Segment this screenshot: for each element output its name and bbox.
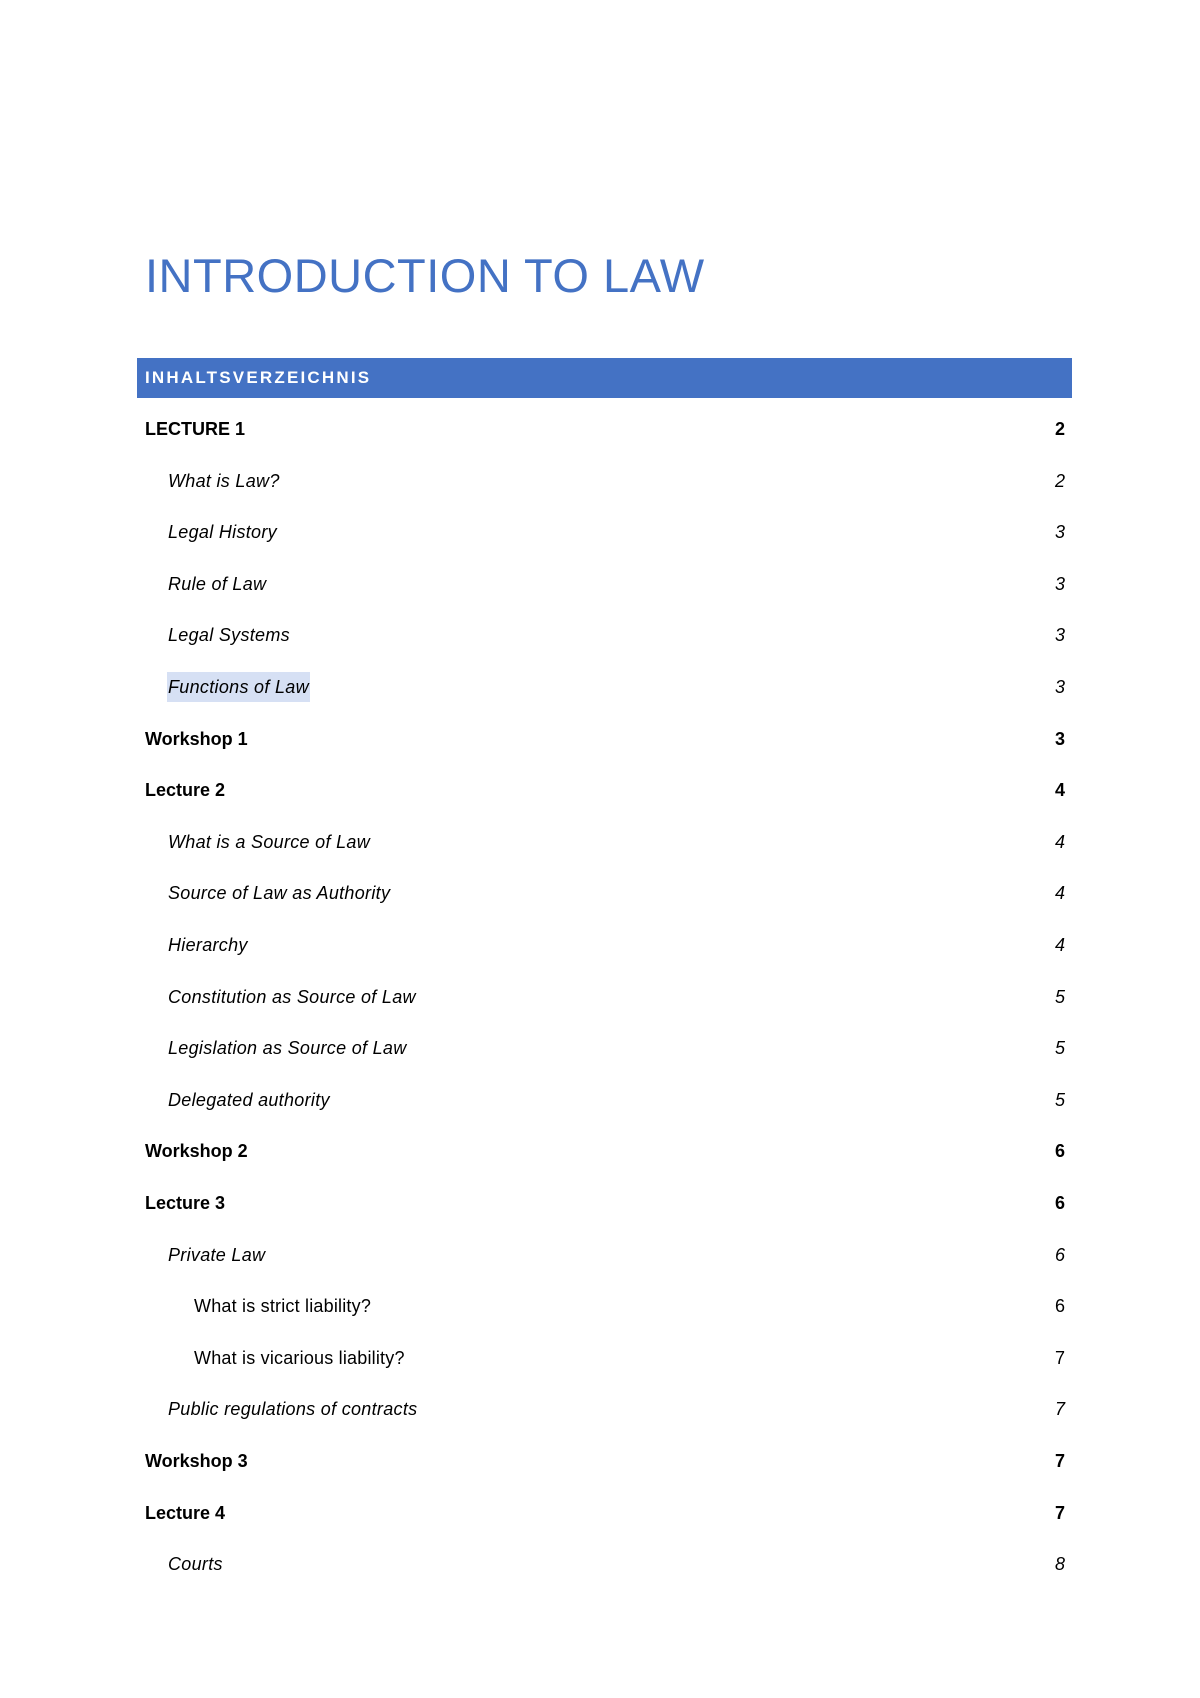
toc-entry[interactable] bbox=[0, 620, 1200, 650]
toc-entry[interactable] bbox=[0, 466, 1200, 496]
toc-entry[interactable] bbox=[0, 1446, 1200, 1476]
toc-entry[interactable] bbox=[0, 1498, 1200, 1528]
toc-entry[interactable] bbox=[0, 775, 1200, 805]
toc-entry-page-number[interactable]: 5 bbox=[1054, 1090, 1065, 1110]
toc-entry-label[interactable]: Legislation as Source of Law bbox=[168, 1038, 407, 1058]
toc-entry-page-number[interactable]: 5 bbox=[1054, 987, 1065, 1007]
toc-entry-label[interactable]: Legal Systems bbox=[168, 625, 290, 645]
toc-entry-page-number[interactable]: 4 bbox=[1054, 832, 1065, 852]
toc-entry-label[interactable]: Lecture 2 bbox=[145, 780, 226, 800]
document-title[interactable]: INTRODUCTION TO LAW bbox=[145, 249, 705, 303]
toc-entry-label[interactable]: What is vicarious liability? bbox=[194, 1348, 405, 1368]
toc-entry-label[interactable]: Courts bbox=[168, 1554, 223, 1574]
toc-entry-label[interactable]: Public regulations of contracts bbox=[168, 1399, 418, 1419]
toc-entry-page-number[interactable]: 8 bbox=[1054, 1554, 1065, 1574]
toc-entry-page-number[interactable]: 4 bbox=[1054, 780, 1065, 800]
toc-entry-label[interactable]: Lecture 3 bbox=[145, 1193, 226, 1213]
toc-entry-page-number[interactable]: 7 bbox=[1054, 1348, 1065, 1368]
toc-entry[interactable] bbox=[0, 414, 1200, 444]
toc-entry[interactable] bbox=[0, 930, 1200, 960]
toc-entry-page-number[interactable]: 4 bbox=[1054, 883, 1065, 903]
toc-entry-page-number[interactable]: 3 bbox=[1054, 574, 1065, 594]
toc-entry-page-number[interactable]: 6 bbox=[1054, 1141, 1065, 1161]
toc-entry-label[interactable]: Workshop 1 bbox=[145, 729, 248, 749]
toc-entry-page-number[interactable]: 7 bbox=[1054, 1503, 1065, 1523]
toc-entry-label[interactable]: What is a Source of Law bbox=[168, 832, 370, 852]
toc-entry[interactable] bbox=[0, 982, 1200, 1012]
toc-entry[interactable] bbox=[0, 1394, 1200, 1424]
toc-entry[interactable] bbox=[0, 517, 1200, 547]
toc-entry-page-number[interactable]: 3 bbox=[1054, 729, 1065, 749]
toc-entry-label[interactable]: What is Law? bbox=[168, 471, 280, 491]
toc-entry-page-number[interactable]: 5 bbox=[1054, 1038, 1065, 1058]
toc-entry-label[interactable]: Delegated authority bbox=[168, 1090, 330, 1110]
toc-entry-page-number[interactable]: 3 bbox=[1054, 677, 1065, 697]
toc-entry-label[interactable]: What is strict liability? bbox=[194, 1296, 372, 1316]
toc-entry[interactable] bbox=[0, 1136, 1200, 1166]
toc-entry[interactable] bbox=[0, 1343, 1200, 1373]
toc-entry[interactable] bbox=[0, 1291, 1200, 1321]
toc-entry[interactable] bbox=[0, 672, 1200, 702]
toc-entry-page-number[interactable]: 2 bbox=[1054, 471, 1065, 491]
toc-entry-label[interactable]: Workshop 3 bbox=[145, 1451, 248, 1471]
toc-entry-label[interactable]: LECTURE 1 bbox=[145, 419, 246, 439]
toc-entry-page-number[interactable]: 2 bbox=[1054, 419, 1065, 439]
toc-entry-label[interactable]: Private Law bbox=[168, 1245, 266, 1265]
toc-entry[interactable] bbox=[0, 1240, 1200, 1270]
toc-entry-label[interactable]: Functions of Law bbox=[167, 672, 310, 702]
toc-heading[interactable]: INHALTSVERZEICHNIS bbox=[145, 368, 372, 387]
toc-entry-label[interactable]: Rule of Law bbox=[168, 574, 267, 594]
toc-entry[interactable] bbox=[0, 1549, 1200, 1579]
toc-entry[interactable] bbox=[0, 569, 1200, 599]
toc-entry[interactable] bbox=[0, 1188, 1200, 1218]
toc-entry-page-number[interactable]: 4 bbox=[1054, 935, 1065, 955]
toc-entry-page-number[interactable]: 3 bbox=[1054, 522, 1065, 542]
toc-entry-label[interactable]: Legal History bbox=[168, 522, 277, 542]
toc-entry-label[interactable]: Constitution as Source of Law bbox=[168, 987, 416, 1007]
toc-entry[interactable] bbox=[0, 1085, 1200, 1115]
toc-entry-page-number[interactable]: 7 bbox=[1054, 1451, 1065, 1471]
toc-entry-label[interactable]: Lecture 4 bbox=[145, 1503, 226, 1523]
toc-entry-page-number[interactable]: 6 bbox=[1054, 1245, 1065, 1265]
toc-entry-label[interactable]: Source of Law as Authority bbox=[168, 883, 391, 903]
toc-entry[interactable] bbox=[0, 724, 1200, 754]
toc-entry-page-number[interactable]: 7 bbox=[1054, 1399, 1065, 1419]
toc-entry-page-number[interactable]: 6 bbox=[1054, 1296, 1065, 1316]
toc-entry-label[interactable]: Hierarchy bbox=[168, 935, 248, 955]
toc-entry-page-number[interactable]: 3 bbox=[1054, 625, 1065, 645]
toc-entry-label[interactable]: Workshop 2 bbox=[145, 1141, 248, 1161]
toc-entry-page-number[interactable]: 6 bbox=[1054, 1193, 1065, 1213]
toc-entry[interactable] bbox=[0, 1033, 1200, 1063]
toc-entry[interactable] bbox=[0, 878, 1200, 908]
toc-entry[interactable] bbox=[0, 827, 1200, 857]
